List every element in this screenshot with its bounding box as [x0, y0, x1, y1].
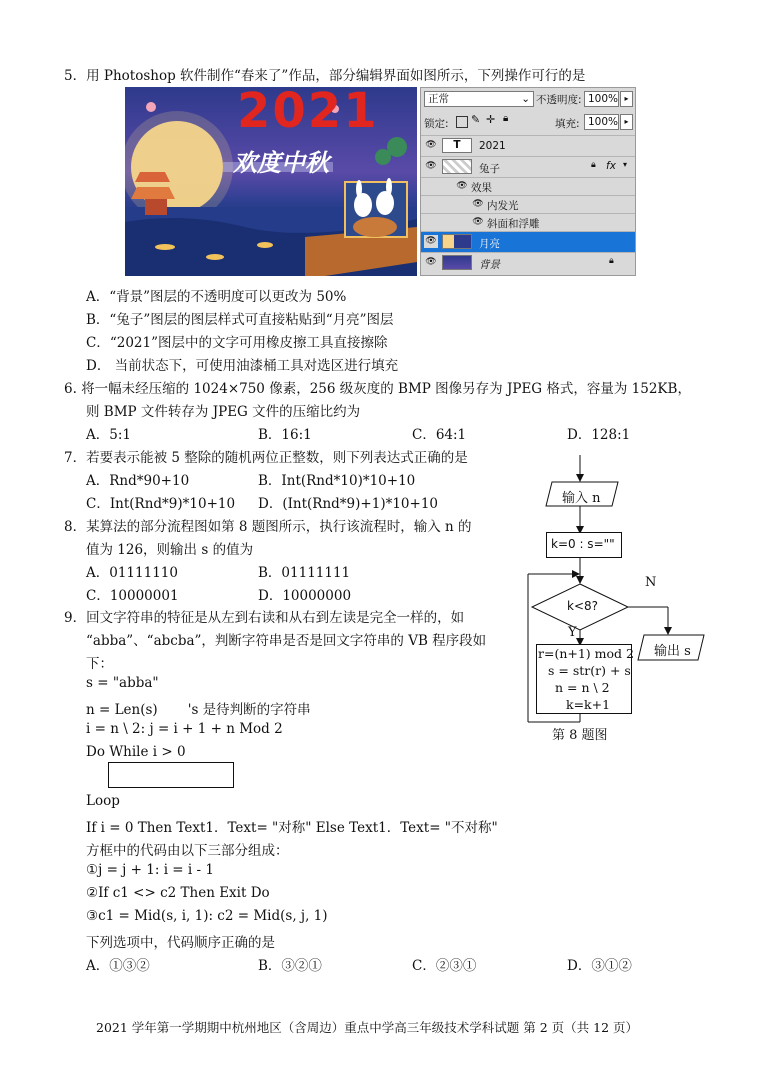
- code-line: If i = 0 Then Text1．Text= "对称" Else Text1．Text= "不对称": [86, 820, 498, 836]
- flowchart-yes-label: Y: [568, 625, 577, 640]
- layer-thumbnail: [442, 159, 472, 174]
- eye-icon[interactable]: 👁︎: [425, 140, 437, 150]
- flowchart-condition: k<8?: [567, 599, 599, 613]
- layer-name: 月亮: [479, 238, 500, 250]
- q9-option-a: A．①③②: [86, 958, 150, 974]
- lock-label: 锁定:: [424, 118, 449, 130]
- opacity-arrow-button[interactable]: ▸: [620, 91, 633, 107]
- q5-stem: 5．用 Photoshop 软件制作“春来了”作品，部分编辑界面如图所示，下列操作可行的是: [64, 68, 586, 84]
- page-footer: 2021 学年第一学期期中杭州地区（含周边）重点中学高三年级技术学科试题 第 2 页（共 12 页）: [96, 1020, 639, 1035]
- q9-stem-line3: 下：: [86, 656, 113, 672]
- answer-blank-box: [108, 762, 234, 788]
- layer-thumbnail: [442, 255, 472, 270]
- code-line: Do While i > 0: [86, 744, 186, 760]
- poster-year: 2021: [237, 87, 379, 139]
- layer-2021[interactable]: [421, 135, 635, 156]
- q6-option-b: B．16:1: [258, 427, 312, 443]
- blend-mode-value: 正常: [428, 93, 449, 105]
- layer-background[interactable]: [421, 252, 635, 273]
- opacity-value: 100%: [588, 93, 619, 105]
- q9-part-3: ③c1 = Mid(s, i, 1): c2 = Mid(s, j, 1): [86, 908, 328, 924]
- q8-option-a: A．01111110: [86, 565, 178, 581]
- flowchart-caption: 第 8 题图: [552, 728, 608, 743]
- q7-stem: 7．若要表示能被 5 整除的随机两位正整数，则下列表达式正确的是: [64, 450, 468, 466]
- layer-effects[interactable]: [421, 177, 635, 195]
- q9-stem-line1: 9．回文字符串的特征是从左到右读和从右到左读是完全一样的，如: [64, 610, 465, 626]
- fill-label: 填充:: [555, 118, 580, 130]
- layer-name: 背景: [479, 259, 500, 271]
- layer-name: 兔子: [479, 163, 500, 175]
- code-line: s = "abba": [86, 675, 159, 691]
- lock-transparent-icon[interactable]: [456, 116, 468, 128]
- flowchart-body-line4: k=k+1: [566, 697, 611, 712]
- effect-inner-glow[interactable]: [421, 195, 635, 213]
- q7-option-b: B．Int(Rnd*10)*10+10: [258, 473, 416, 489]
- effect-label: 斜面和浮雕: [487, 218, 540, 230]
- flowchart-body-line2: s = str(r) + s: [548, 663, 631, 678]
- layer-name: 2021: [479, 140, 506, 152]
- eye-icon[interactable]: 👁︎: [472, 217, 484, 227]
- code-line: Loop: [86, 793, 120, 809]
- q6-stem-line2: 则 BMP 文件转存为 JPEG 文件的压缩比约为: [86, 404, 361, 420]
- eye-icon[interactable]: 👁︎: [425, 257, 437, 267]
- blend-mode-select[interactable]: [424, 91, 534, 107]
- eye-icon[interactable]: 👁︎: [425, 236, 437, 246]
- chevron-down-icon: ⌄: [521, 93, 530, 105]
- q9-part-2: ②If c1 <> c2 Then Exit Do: [86, 885, 270, 901]
- fill-arrow-button[interactable]: ▸: [620, 114, 633, 130]
- q6-option-c: C．64:1: [412, 427, 467, 443]
- q5-option-c: C．“2021”图层中的文字可用橡皮擦工具直接擦除: [86, 335, 388, 351]
- q9-option-d: D．③①②: [567, 958, 632, 974]
- text-layer-thumb-icon: T: [442, 138, 472, 153]
- eye-icon[interactable]: 👁︎: [425, 161, 437, 171]
- code-line: i = n \ 2: j = i + 1 + n Mod 2: [86, 721, 283, 737]
- q5-option-b: B．“兔子”图层的图层样式可直接粘贴到“月亮”图层: [86, 312, 394, 328]
- q6-stem-line1: 6. 将一幅未经压缩的 1024×750 像素，256 级灰度的 BMP 图像另存为 JPEG 格式，容量为 152KB，: [64, 381, 691, 397]
- eye-icon[interactable]: 👁︎: [456, 181, 468, 191]
- lock-move-icon[interactable]: ✛: [486, 113, 496, 126]
- q8-option-d: D．10000000: [258, 588, 352, 604]
- fill-value: 100%: [588, 116, 619, 128]
- opacity-label: 不透明度:: [536, 94, 582, 106]
- poster-title: 欢度中秋: [233, 148, 329, 177]
- q7-option-a: A．Rnd*90+10: [86, 473, 190, 489]
- q6-option-a: A．5:1: [86, 427, 131, 443]
- flowchart-output: 输出 s: [654, 644, 691, 659]
- opacity-input[interactable]: [584, 91, 619, 107]
- layers-panel: [420, 87, 636, 276]
- q5-option-a: A．“背景”图层的不透明度可以更改为 50%: [86, 289, 347, 305]
- q7-option-c: C．Int(Rnd*9)*10+10: [86, 496, 236, 512]
- lock-icon: 🔒︎: [609, 256, 614, 266]
- q9-option-c: C．②③①: [412, 958, 477, 974]
- q9-parts-intro: 方框中的代码由以下三部分组成：: [86, 843, 289, 859]
- q7-option-d: D．(Int(Rnd*9)+1)*10+10: [258, 496, 439, 512]
- code-line: n = Len(s) 's 是待判断的字符串: [86, 702, 311, 718]
- lock-icon: 🔒︎: [591, 160, 596, 170]
- layer-thumbnail: [442, 234, 472, 249]
- layer-rabbit[interactable]: [421, 156, 635, 177]
- layer-moon[interactable]: [421, 231, 635, 252]
- flowchart-no-label: N: [645, 575, 657, 590]
- q6-option-d: D．128:1: [567, 427, 631, 443]
- q8-option-c: C．10000001: [86, 588, 179, 604]
- flowchart-init: k=0 : s="": [551, 537, 615, 551]
- eye-icon[interactable]: 👁︎: [472, 199, 484, 209]
- q8-option-b: B．01111111: [258, 565, 351, 581]
- fill-input[interactable]: [584, 114, 619, 130]
- q9-stem-line2: “abba”、“abcba”，判断字符串是否是回文字符串的 VB 程序段如: [86, 633, 487, 649]
- effect-label: 内发光: [487, 200, 519, 212]
- q5-option-d: D． 当前状态下，可使用油漆桶工具对选区进行填充: [86, 358, 399, 374]
- fx-badge[interactable]: fx: [606, 160, 616, 172]
- lock-brush-icon[interactable]: ✎: [471, 113, 481, 126]
- effect-bevel-emboss[interactable]: [421, 213, 635, 231]
- expand-arrow-icon[interactable]: ▾: [623, 160, 628, 169]
- flowchart-body-line3: n = n \ 2: [555, 680, 610, 695]
- flowchart-body-line1: r=(n+1) mod 2: [538, 646, 634, 661]
- q8-stem-line1: 8．某算法的部分流程图如第 8 题图所示，执行该流程时，输入 n 的: [64, 519, 472, 535]
- effects-label: 效果: [471, 182, 492, 194]
- q9-question: 下列选项中，代码顺序正确的是: [86, 935, 275, 951]
- q9-option-b: B．③②①: [258, 958, 322, 974]
- q9-part-1: ①j = j + 1: i = i - 1: [86, 862, 214, 878]
- lock-all-icon[interactable]: 🔒︎: [503, 113, 509, 124]
- flowchart-input: 输入 n: [562, 491, 601, 506]
- q8-stem-line2: 值为 126，则输出 s 的值为: [86, 542, 254, 558]
- poster-image: [125, 87, 417, 276]
